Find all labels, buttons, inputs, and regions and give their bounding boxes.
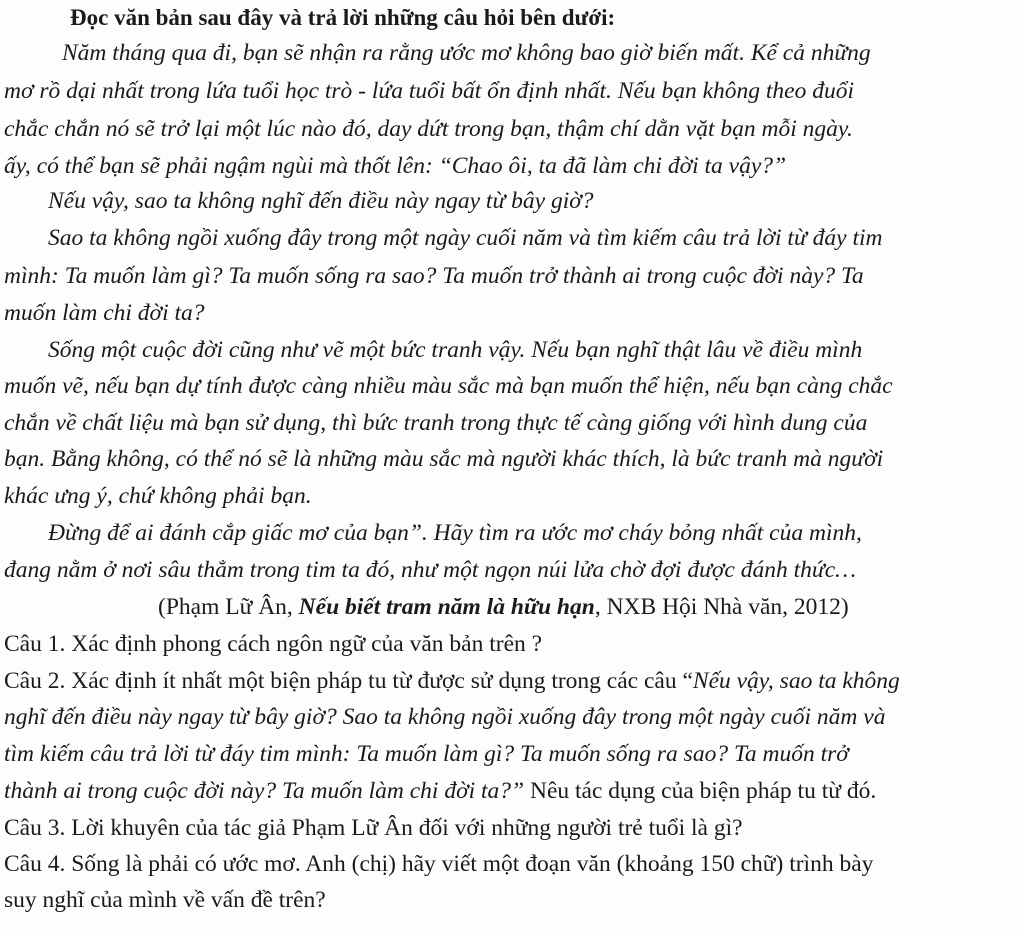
passage-line: khác ưng ý, chứ không phải bạn. (4, 483, 312, 509)
question-2-quote: thành ai trong cuộc đời này? Ta muốn làm chi đời ta?” (4, 778, 525, 804)
book-title: Nếu biết tram năm là hữu hạn (298, 594, 595, 620)
source-citation (158, 596, 849, 620)
question-2-quote-line: tìm kiếm câu trả lời từ đáy tim mình: Ta muốn làm gì? Ta muốn sống ra sao? Ta muốn trở (4, 741, 849, 767)
question-4-line: suy nghĩ của mình về vấn đề trên? (4, 887, 326, 913)
passage-line: bạn. Bằng không, có thể nó sẽ là những màu sắc mà người khác thích, là bức tranh mà người (4, 446, 884, 472)
passage-line: ấy, có thể bạn sẽ phải ngậm ngùi mà thốt lên: “Chao ôi, ta đã làm chi đời ta vậy?” (4, 153, 787, 179)
passage-line: Sao ta không ngồi xuống đây trong một ngày cuối năm và tìm kiếm câu trả lời từ đáy tim (48, 225, 883, 251)
question-4-line: Câu 4. Sống là phải có ước mơ. Anh (chị) hãy viết một đoạn văn (khoảng 150 chữ) trình bày (4, 851, 874, 877)
page-edge-smudge (430, 922, 560, 932)
instruction-heading: Đọc văn bản sau đây và trả lời những câu hỏi bên dưới: (70, 5, 616, 30)
citation-suffix: , NXB Hội Nhà văn, 2012) (594, 594, 849, 620)
question-1: Câu 1. Xác định phong cách ngôn ngữ của văn bản trên ? (4, 631, 543, 657)
passage-line: Năm tháng qua đi, bạn sẽ nhận ra rằng ước mơ không bao giờ biến mất. Kể cả những (62, 40, 871, 66)
question-2-text: Câu 2. Xác định ít nhất một biện pháp tu từ được sử dụng trong các câu “ (4, 668, 693, 694)
passage-line: muốn làm chi đời ta? (4, 300, 205, 326)
question-2-line (4, 780, 876, 804)
passage-line: đang nằm ở nơi sâu thẳm trong tim ta đó, như một ngọn núi lửa chờ đợi được đánh thức… (4, 557, 857, 583)
passage-line: muốn vẽ, nếu bạn dự tính được càng nhiều màu sắc mà bạn muốn thể hiện, nếu bạn càng chắc (4, 373, 893, 399)
question-2-quote: Nếu vậy, sao ta không (692, 668, 900, 694)
question-2-quote-line: nghĩ đến điều này ngay từ bây giờ? Sao ta không ngồi xuống đây trong một ngày cuối năm và (4, 704, 886, 730)
passage-line: chắc chắn nó sẽ trở lại một lúc nào đó, day dứt trong bạn, thậm chí dằn vặt bạn mỗi ngày. (4, 116, 853, 142)
passage-line: mình: Ta muốn làm gì? Ta muốn sống ra sao? Ta muốn trở thành ai trong cuộc đời này? Ta (4, 263, 864, 289)
citation-prefix: (Phạm Lữ Ân, (158, 594, 299, 620)
passage-line: Đừng để ai đánh cắp giấc mơ của bạn”. Hãy tìm ra ước mơ cháy bỏng nhất của mình, (48, 520, 862, 546)
question-2-text: Nêu tác dụng của biện pháp tu từ đó. (524, 778, 877, 804)
passage-line: Sống một cuộc đời cũng như vẽ một bức tranh vậy. Nếu bạn nghĩ thật lâu về điều mình (48, 337, 863, 363)
passage-line: mơ rồ dại nhất trong lứa tuổi học trò - lứa tuổi bất ổn định nhất. Nếu bạn không theo đuổi (4, 78, 854, 104)
passage-line: chắn về chất liệu mà bạn sử dụng, thì bức tranh trong thực tế càng giống với hình dung của (4, 410, 868, 436)
question-3: Câu 3. Lời khuyên của tác giả Phạm Lữ Ân đối với những người trẻ tuổi là gì? (4, 815, 743, 841)
question-2-line (4, 670, 900, 694)
passage-line: Nếu vậy, sao ta không nghĩ đến điều này ngay từ bây giờ? (48, 188, 594, 214)
